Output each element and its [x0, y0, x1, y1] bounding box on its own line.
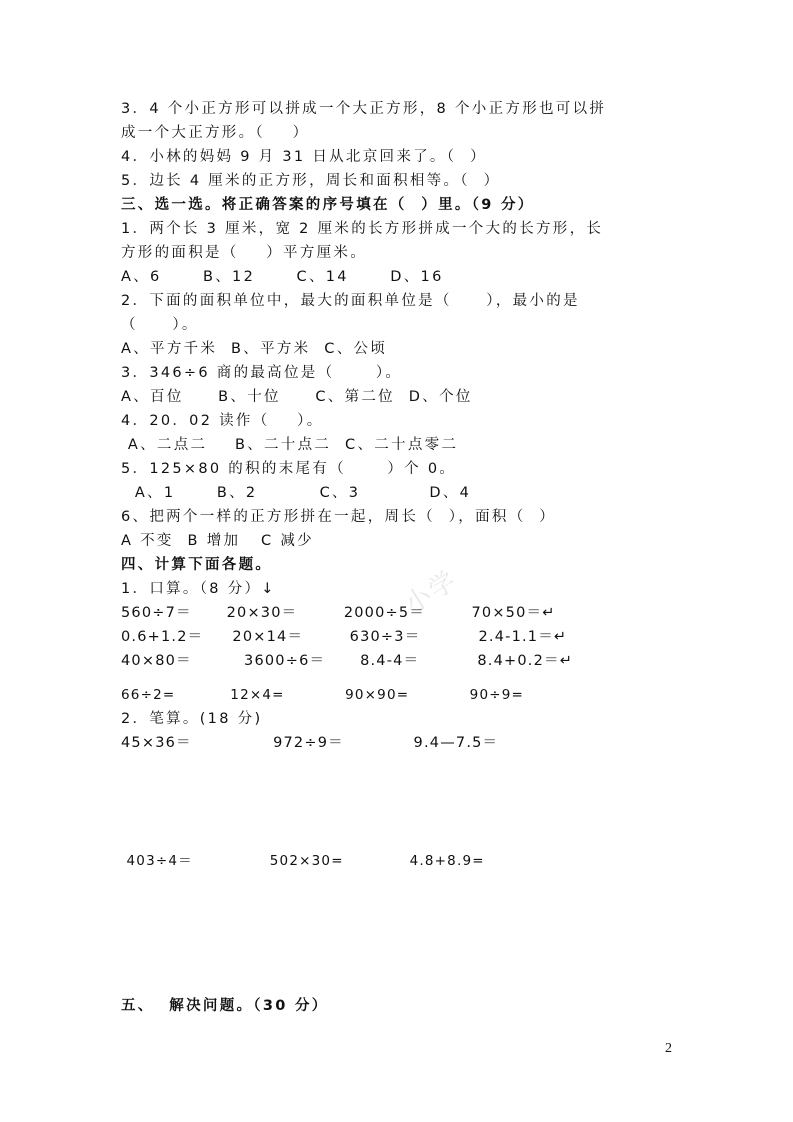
written-row-1: 45×36＝ 972÷9＝ 9.4—7.5＝ [121, 735, 499, 751]
judge-item-3-line-2: 成一个大正方形。（ ） [121, 125, 310, 141]
choice-6: 6、把两个一样的正方形拼在一起，周长（ ），面积（ ） [121, 509, 557, 525]
choice-1-line-1: 1．两个长 3 厘米，宽 2 厘米的长方形拼成一个大的长方形，长 [121, 221, 604, 237]
choice-2-options: A、平方千米 B、平方米 C、公顷 [121, 341, 388, 357]
written-row-2: 403÷4＝ 502×30= 4.8+8.9= [121, 853, 485, 869]
choice-4-options: A、二点二 B、二十点二 C、二十点零二 [121, 437, 459, 453]
page-number: 2 [665, 1041, 672, 1056]
choice-5-options: A、1 B、2 C、3 D、4 [121, 485, 472, 501]
choice-6-options: A 不变 B 增加 C 减少 [121, 533, 314, 549]
oral-row-1: 560÷7＝ 20×30＝ 2000÷5＝ 70×50＝↵ [121, 605, 556, 621]
written-calc-heading: 2．笔算。(18 分) [121, 711, 263, 727]
choice-3-options: A、百位 B、十位 C、第二位 D、个位 [121, 389, 473, 405]
section-5-title: 五、 解决问题。（30 分） [121, 998, 329, 1014]
choice-2-line-2: （ ）。 [121, 317, 199, 333]
section-3-title: 三、选一选。将正确答案的序号填在（ ）里。（9 分） [121, 197, 535, 213]
oral-row-2: 0.6+1.2＝ 20×14＝ 630÷3＝ 2.4-1.1＝↵ [121, 629, 568, 645]
choice-4: 4．20．02 读作（ ）。 [121, 413, 324, 429]
choice-5: 5．125×80 的积的末尾有（ ）个 0。 [121, 461, 457, 477]
watermark: 小学 [399, 565, 464, 621]
choice-3: 3．346÷6 商的最高位是（ ）。 [121, 365, 403, 381]
oral-row-3: 40×80＝ 3600÷6＝ 8.4-4＝ 8.4+0.2＝↵ [121, 653, 574, 669]
oral-calc-heading: 1．口算。（8 分）↓ [121, 581, 276, 597]
oral-row-4: 66÷2= 12×4= 90×90= 90÷9= [121, 687, 525, 703]
judge-item-3-line-1: 3．4 个小正方形可以拼成一个大正方形，8 个小正方形也可以拼 [121, 101, 607, 117]
choice-1-line-2: 方形的面积是（ ）平方厘米。 [121, 245, 368, 261]
section-4-title: 四、计算下面各题。 [121, 557, 273, 573]
choice-2-line-1: 2．下面的面积单位中，最大的面积单位是（ ），最小的是 [121, 293, 580, 309]
judge-item-5: 5．边长 4 厘米的正方形，周长和面积相等。（ ） [121, 173, 501, 189]
choice-1-options: A、6 B、12 C、14 D、16 [121, 269, 444, 285]
judge-item-4: 4．小林的妈妈 9 月 31 日从北京回来了。（ ） [121, 149, 487, 165]
